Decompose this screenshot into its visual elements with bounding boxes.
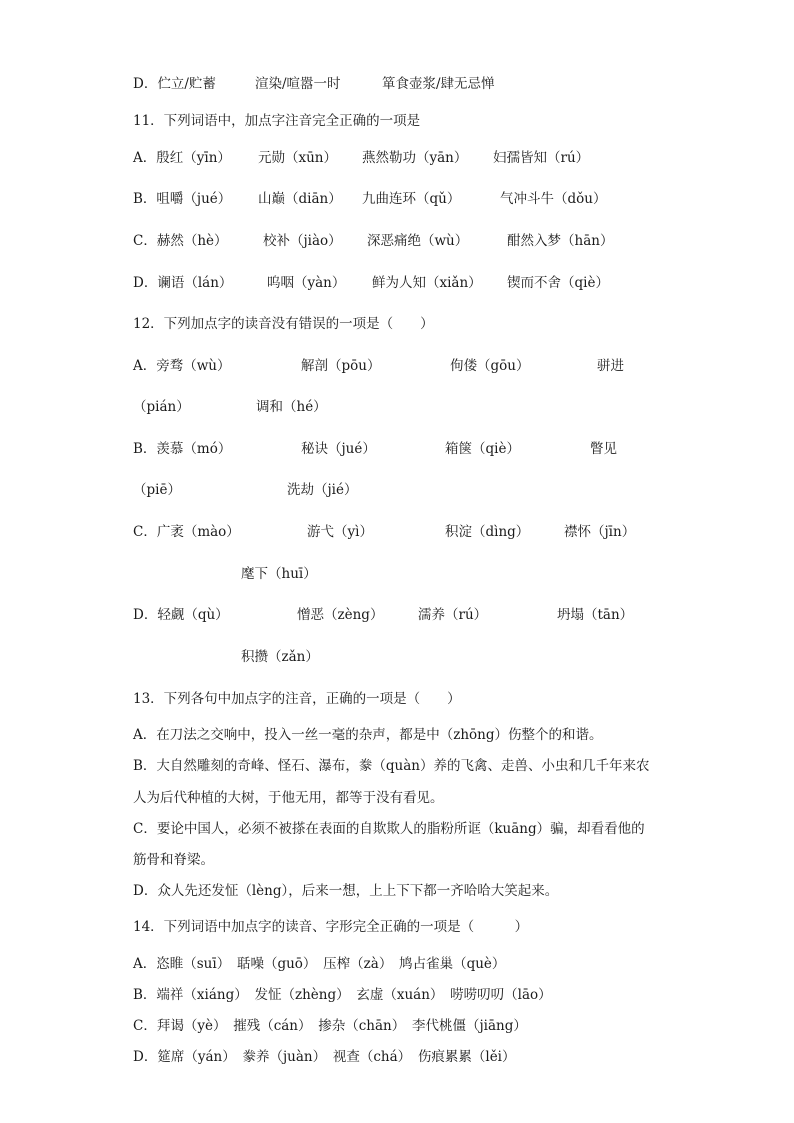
q11-option-b-4: 气冲斗牛（dǒu） (500, 191, 607, 207)
question-14: 14．下列词语中加点字的读音、字形完全正确的一项是（ ） (133, 919, 529, 935)
q13-option-c-line-1: C．要论中国人，必须不被搽在表面的自欺欺人的脂粉所诓（kuāng）骗，却看看他的 (133, 821, 645, 837)
q13-option-c-line-2: 筋骨和脊梁。 (133, 852, 214, 868)
q12-option-d-2: 憎恶（zèng） (297, 607, 384, 623)
q12-option-d-5: 积攒（zǎn） (241, 649, 319, 665)
q12-option-d-4: 坍塌（tān） (557, 607, 634, 623)
q12-option-a-1: A．旁骛（wù） (133, 358, 231, 374)
q12-option-b-2: 秘诀（jué） (301, 441, 376, 457)
q11-option-a-1: A．殷红（yīn） (133, 150, 231, 166)
q11-option-b-3: 九曲连环（qǔ） (362, 191, 461, 207)
q12-option-c-2: 游弋（yì） (307, 524, 373, 540)
q12-option-b-4: 瞥见 (590, 441, 617, 457)
q14-option-d: D．筵席（yán） 豢养（juàn） 视查（chá） 伤痕累累（lěi） (133, 1049, 516, 1065)
q12-option-a-2: 解剖（pōu） (301, 358, 381, 374)
q11-option-c-4: 酣然入梦（hān） (507, 233, 614, 249)
q14-option-a: A．恣睢（suī） 聒噪（guō） 压榨（zà） 鸠占雀巢（què） (133, 956, 506, 972)
q12-option-b-6: 洗劫（jié） (287, 482, 358, 498)
q11-option-d-1: D．谰语（lán） (133, 275, 233, 291)
q12-option-d-1: D．轻觑（qù） (133, 607, 229, 623)
q11-option-b-1: B．咀嚼（jué） (133, 191, 232, 207)
q12-option-b-3: 箱箧（qiè） (445, 441, 520, 457)
option-d-item-3: 箪食壶浆/肆无忌惮 (382, 76, 495, 92)
q12-option-d-3: 濡养（rú） (418, 607, 488, 623)
q11-option-a-3: 燕然勒功（yān） (362, 150, 468, 166)
q11-option-a-4: 妇孺皆知（rú） (493, 150, 590, 166)
q13-option-b-line-2: 人为后代种植的大树，于他无用，都等于没有看见。 (133, 790, 444, 806)
q11-option-c-1: C．赫然（hè） (133, 233, 228, 249)
option-d-item-1: D．伫立/贮蓄 (133, 76, 216, 92)
q12-option-a-4: 骈进 (597, 358, 624, 374)
question-12: 12．下列加点字的读音没有错误的一项是（ ） (133, 316, 434, 332)
q13-option-a: A．在刀法之交响中，投入一丝一毫的杂声，都是中（zhōng）伤整个的和谐。 (133, 727, 603, 743)
q14-option-b: B．端祥（xiáng） 发怔（zhèng） 玄虚（xuán） 唠唠叨叨（lāo） (133, 987, 552, 1003)
q11-option-a-2: 元勋（xūn） (258, 150, 338, 166)
q12-option-a-3: 佝偻（gōu） (450, 358, 530, 374)
q12-option-c-3: 积淀（dìng） (445, 524, 530, 540)
q12-option-b-1: B．羡慕（mó） (133, 441, 232, 457)
q13-option-d: D．众人先还发怔（lèng），后来一想，上上下下都一齐哈哈大笑起来。 (133, 883, 559, 899)
q11-option-d-3: 鲜为人知（xiǎn） (372, 275, 482, 291)
q12-option-a-5: （pián） (133, 399, 190, 415)
q11-option-d-4: 锲而不舍（qiè） (507, 275, 609, 291)
question-13: 13．下列各句中加点字的注音，正确的一项是（ ） (133, 691, 461, 707)
question-11: 11．下列词语中，加点字注音完全正确的一项是 (133, 113, 421, 129)
q12-option-c-4: 襟怀（jīn） (564, 524, 636, 540)
q11-option-d-2: 呜咽（yàn） (267, 275, 346, 291)
option-d-item-2: 渲染/喧嚣一时 (255, 76, 341, 92)
q12-option-b-5: （piē） (133, 482, 181, 498)
q11-option-b-2: 山巅（diān） (258, 191, 342, 207)
q11-option-c-2: 校补（jiào） (263, 233, 342, 249)
q12-option-c-1: C．广袤（mào） (133, 524, 240, 540)
q12-option-a-6: 调和（hé） (256, 399, 327, 415)
q14-option-c: C．拜谒（yè） 摧残（cán） 掺杂（chān） 李代桃僵（jiāng） (133, 1018, 527, 1034)
q12-option-c-5: 麾下（huī） (241, 566, 317, 582)
q13-option-b-line-1: B．大自然雕刻的奇峰、怪石、瀑布，豢（quàn）养的飞禽、走兽、小虫和几千年来农 (133, 758, 650, 774)
q11-option-c-3: 深恶痛绝（wù） (367, 233, 469, 249)
